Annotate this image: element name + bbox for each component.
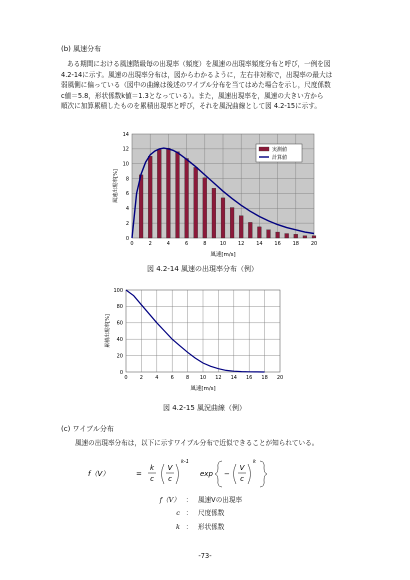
page-number: -73- (198, 552, 212, 560)
definitions-list (150, 494, 242, 534)
legend-bar-swatch (259, 147, 269, 151)
x-tick-label: 0 (130, 241, 134, 247)
formula-exp: exp (200, 470, 213, 478)
paragraph-line: c値＝5.8，形状係数k値＝1.3となっている）。また，風速出現率を，風速の大きい方から (61, 91, 324, 100)
data-bar (176, 152, 180, 238)
data-bar (303, 236, 307, 238)
formula-c-denominator: c (240, 475, 244, 483)
data-bar (257, 227, 261, 238)
left-paren (162, 464, 165, 484)
x-tick-label: 4 (155, 375, 159, 381)
definition-symbol: f（V） (159, 496, 180, 504)
formula-minus: − (224, 470, 230, 478)
data-bar (194, 167, 198, 238)
x-tick-label: 10 (219, 241, 227, 247)
formula-k-numerator: k (149, 464, 155, 472)
x-tick-label: 14 (230, 375, 237, 381)
section-b-heading: (b) 風速分布 (61, 45, 102, 53)
paragraph-line: 順次に加算累積したものを累積出現率と呼び，それを風況曲線として図 4.2-15に示す。 (61, 102, 321, 111)
formula-exponent: k-1 (181, 459, 189, 465)
figure-15-caption: 図 4.2-15 風況曲線（例） (163, 404, 247, 412)
formula-equals: = (136, 470, 142, 478)
formula-exponent-k: k (253, 459, 256, 465)
definition-row (150, 521, 242, 534)
paragraph-line: 4.2-14に示す。風速の出現率分布は，図からわかるように，左右非対称で，出現率の最大は (61, 70, 333, 79)
definition-symbol: c (176, 509, 180, 518)
y-tick-label: 0 (125, 235, 129, 242)
data-bar (185, 159, 189, 238)
x-tick-label: 2 (139, 375, 143, 381)
data-bar (294, 234, 298, 238)
data-bar (248, 222, 252, 238)
y-tick-label: 8 (125, 176, 129, 183)
definition-symbol: k (176, 522, 180, 531)
legend-label-measured: 実測値 (272, 147, 288, 153)
left-brace (215, 461, 222, 487)
paragraph-line: ある期間における風速階級毎の出現率（頻度）を風速の出現率頻度分布と呼び，一例を図 (67, 60, 331, 68)
data-bar (221, 198, 225, 238)
left-paren (234, 464, 237, 484)
y-tick-label: 40 (116, 337, 123, 343)
figure-14-caption: 図 4.2-14 風速の出現率分布（例） (147, 265, 259, 273)
data-bar (239, 216, 243, 238)
data-bar (157, 150, 161, 238)
wind-speed-distribution-chart (110, 128, 320, 268)
section-b-paragraph (61, 59, 361, 112)
y-tick-label: 10 (122, 161, 129, 168)
right-paren (176, 464, 179, 484)
right-paren (248, 464, 251, 484)
wind-curve-chart (100, 284, 312, 394)
x-tick-label: 12 (215, 375, 222, 381)
x-axis-label: 風速[m/s] (210, 252, 236, 258)
y-tick-label: 2 (125, 220, 129, 227)
data-bar (203, 178, 207, 238)
x-tick-label: 20 (276, 375, 284, 381)
x-tick-label: 14 (256, 241, 263, 247)
x-tick-label: 6 (185, 241, 189, 247)
x-tick-label: 4 (166, 241, 170, 247)
y-tick-label: 12 (122, 146, 129, 153)
formula-c-denominator: c (168, 475, 172, 483)
x-tick-label: 8 (203, 241, 207, 247)
legend (256, 144, 302, 162)
x-tick-label: 10 (199, 375, 207, 381)
definition-row (150, 507, 242, 520)
formula-c-denominator: c (150, 475, 154, 483)
x-tick-label: 16 (274, 241, 281, 247)
formula-V-numerator: V (239, 464, 245, 472)
y-tick-label: 80 (116, 304, 123, 311)
formula-V-numerator: V (167, 464, 173, 472)
data-bar (230, 208, 234, 238)
data-bar (267, 230, 271, 238)
data-bar (285, 234, 289, 238)
data-bar (276, 232, 280, 238)
x-tick-label: 20 (310, 241, 318, 247)
definition-colon: ： (185, 509, 193, 518)
data-bar (312, 236, 316, 238)
x-tick-label: 8 (186, 375, 190, 381)
data-bar (148, 156, 152, 238)
legend-label-calculated: 計算値 (272, 155, 288, 161)
x-axis-label: 風速[m/s] (190, 386, 216, 392)
section-c-heading: (c) ワイブル分布 (61, 425, 114, 433)
y-axis-label: 風速出現率[%] (113, 169, 119, 203)
y-tick-label: 60 (116, 320, 123, 327)
right-brace (260, 461, 267, 487)
y-axis-label: 累積出現率[%] (105, 314, 111, 348)
data-bar (139, 175, 143, 238)
paragraph-line: 弱風側に偏っている（図中の曲線は後述のワイブル分布を当てはめた場合を示し，尺度係数 (61, 81, 331, 90)
x-tick-label: 2 (148, 241, 152, 247)
x-tick-label: 6 (170, 375, 174, 381)
y-tick-label: 6 (125, 191, 129, 198)
definition-text: 形状係数 (198, 522, 225, 531)
x-tick-label: 18 (292, 241, 299, 247)
formula-lhs: f（V） (88, 470, 110, 478)
definition-colon: ： (185, 522, 193, 531)
x-tick-label: 16 (246, 375, 253, 381)
definition-colon: ： (185, 496, 193, 504)
x-tick-label: 12 (238, 241, 245, 247)
y-tick-label: 4 (125, 206, 129, 213)
data-bar (212, 188, 216, 238)
y-tick-label: 100 (113, 287, 123, 294)
weibull-formula (88, 456, 348, 492)
section-c-paragraph: 風速の出現率分布は，以下に示すワイブル分布で近似できることが知られている。 (75, 439, 319, 447)
definition-text: 風速Vの出現率 (198, 496, 243, 504)
data-bar (166, 148, 170, 238)
y-tick-label: 20 (116, 353, 123, 360)
y-tick-label: 0 (119, 369, 123, 376)
y-tick-label: 14 (122, 131, 129, 138)
definition-row (150, 494, 242, 507)
definition-text: 尺度係数 (198, 509, 225, 518)
x-tick-label: 0 (124, 375, 128, 381)
x-tick-label: 18 (261, 375, 268, 381)
